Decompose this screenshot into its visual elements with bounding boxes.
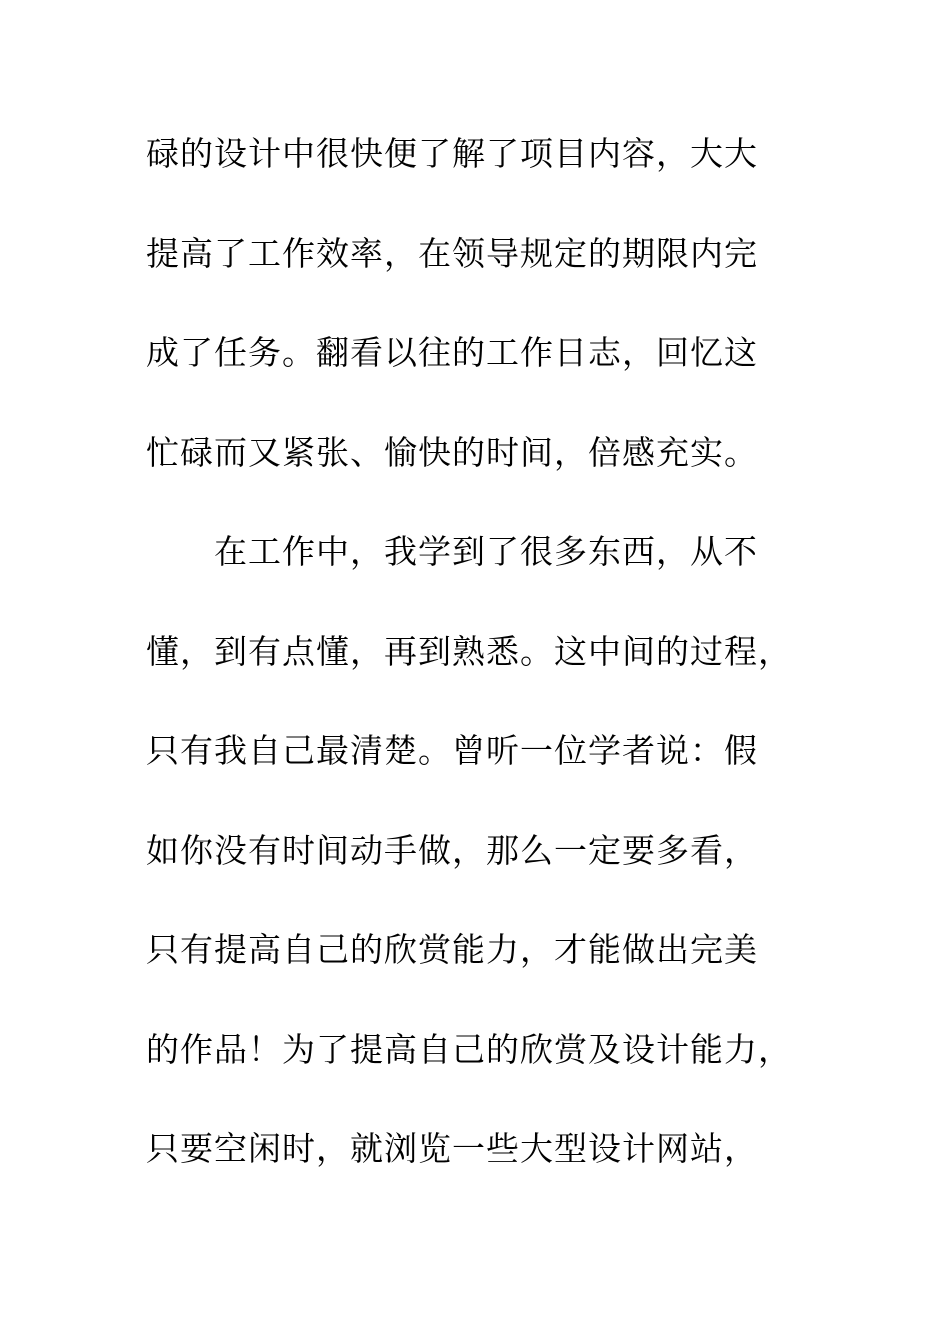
text-line: 如你没有时间动手做，那么一定要多看， [146, 830, 758, 870]
text-line: 提高了工作效率，在领导规定的期限内完 [146, 233, 758, 273]
body-text [146, 124, 806, 1219]
text-line: 成了任务。翻看以往的工作日志，回忆这 [146, 333, 758, 372]
text-line: 只要空闲时，就浏览一些大型设计网站， [146, 1129, 758, 1168]
text-line: 的作品！为了提高自己的欣赏及设计能力， [146, 1029, 792, 1069]
text-line: 碌的设计中很快便了解了项目内容，大大 [146, 134, 758, 173]
text-line: 只有我自己最清楚。曾听一位学者说：假 [146, 731, 758, 770]
text-line: 只有提高自己的欣赏能力，才能做出完美 [146, 930, 758, 969]
text-line: 忙碌而又紧张、愉快的时间，倍感充实。 [146, 432, 758, 472]
paragraph-start-line: 在工作中，我学到了很多东西，从不 [214, 532, 758, 571]
text-line: 懂，到有点懂，再到熟悉。这中间的过程， [146, 631, 792, 671]
